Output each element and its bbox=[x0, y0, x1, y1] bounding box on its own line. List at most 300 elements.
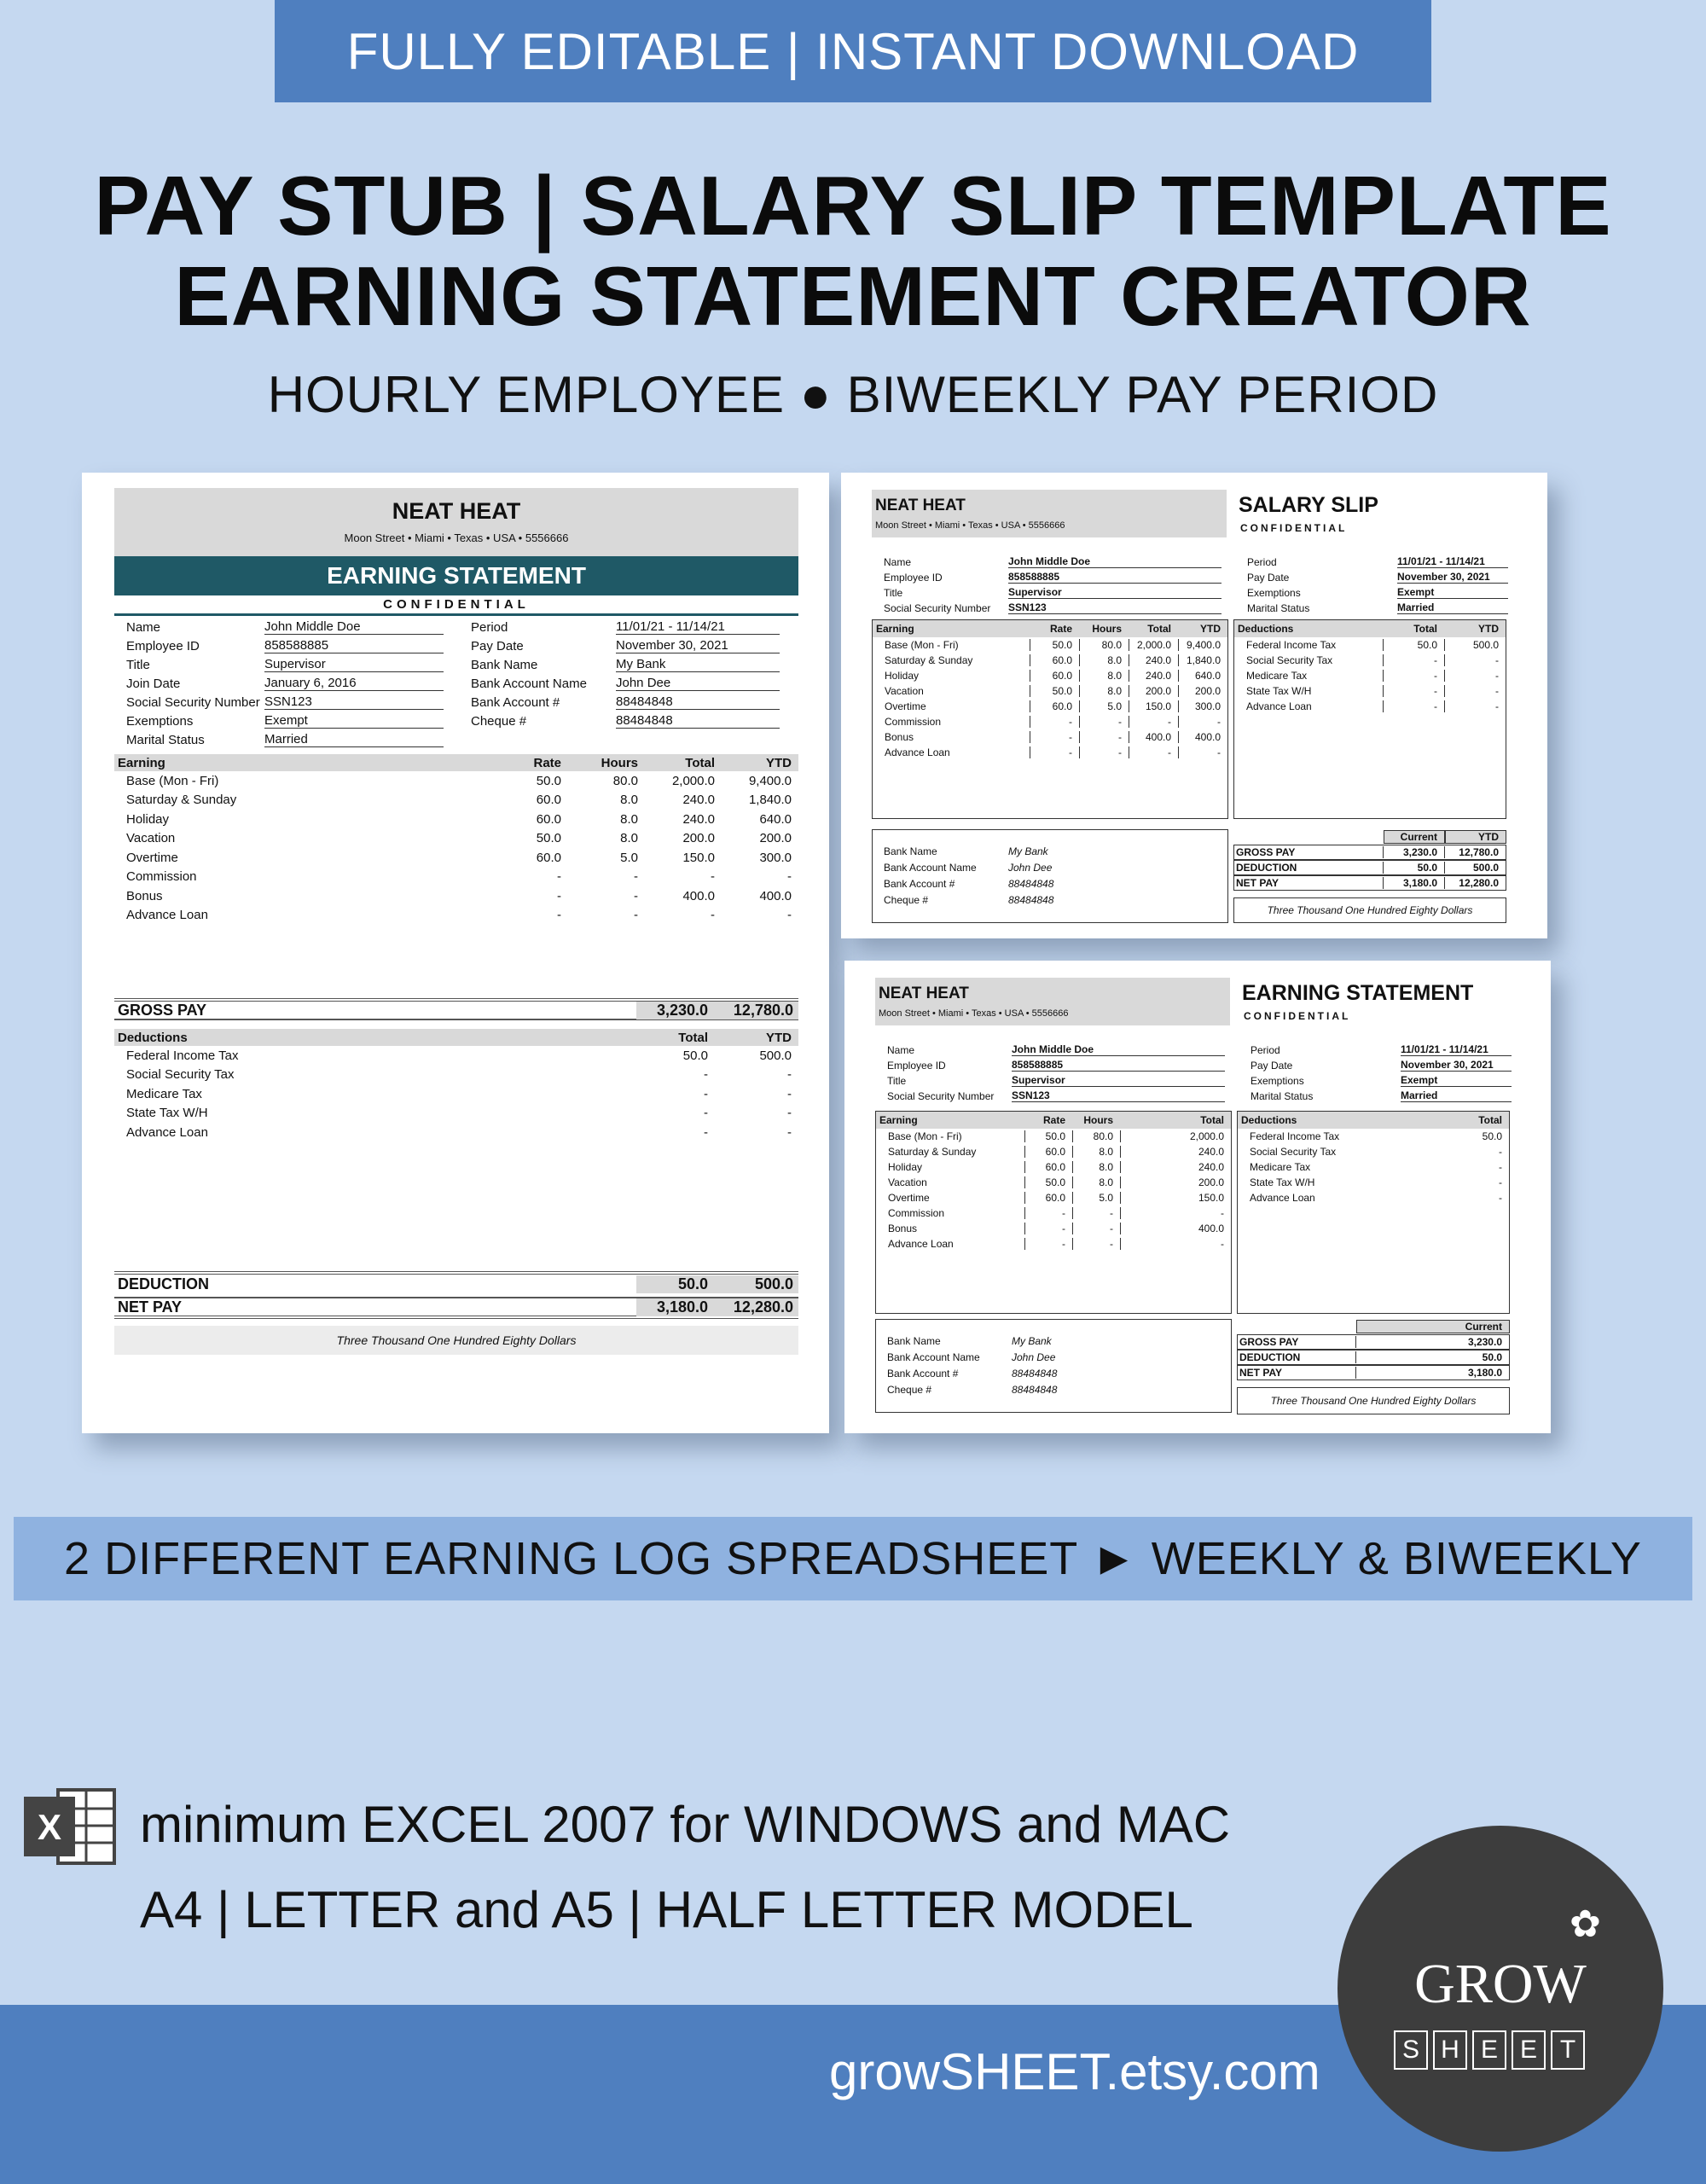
info-row bbox=[872, 874, 1179, 890]
gross-pay-row bbox=[114, 998, 798, 1020]
table-cell: 60.0 bbox=[1024, 1146, 1072, 1158]
info-label: Bank Account Name bbox=[884, 862, 977, 874]
table-cell: 200.0 bbox=[682, 831, 715, 846]
info-row bbox=[459, 653, 780, 672]
table-cell: - bbox=[1383, 670, 1444, 682]
info-row bbox=[872, 553, 1221, 568]
table-cell: 50.0 bbox=[536, 831, 561, 846]
table-cell: 8.0 bbox=[1079, 670, 1129, 682]
earnings-table bbox=[873, 620, 1227, 760]
info-row bbox=[114, 616, 444, 635]
table-row bbox=[873, 683, 1227, 699]
table-cell: 400.0 bbox=[1129, 731, 1178, 743]
table-cell: 8.0 bbox=[1072, 1161, 1120, 1173]
table-cell: Bonus bbox=[126, 888, 163, 903]
table-cell: - bbox=[1024, 1207, 1072, 1219]
table-cell: Advance Loan bbox=[126, 1124, 208, 1140]
info-row bbox=[459, 616, 780, 635]
info-label: Employee ID bbox=[126, 639, 200, 653]
info-label: Name bbox=[126, 620, 161, 635]
table-cell: 50.0 bbox=[1030, 639, 1079, 651]
info-row bbox=[459, 672, 780, 691]
table-cell: 300.0 bbox=[759, 850, 792, 865]
table-cell: - bbox=[1444, 670, 1506, 682]
info-value: Supervisor bbox=[1012, 1074, 1225, 1087]
summary-row bbox=[1233, 875, 1506, 891]
table-cell: 2,000.0 bbox=[1129, 639, 1178, 651]
info-row bbox=[875, 1072, 1225, 1087]
summary-cell: 50.0 bbox=[1355, 1351, 1509, 1363]
column-header: Earning bbox=[876, 623, 914, 635]
company-header bbox=[875, 978, 1230, 1025]
table-cell: 150.0 bbox=[1120, 1192, 1231, 1204]
table-cell: - bbox=[1383, 685, 1444, 697]
info-row bbox=[875, 1056, 1225, 1072]
summary-cell: 3,180.0 bbox=[1383, 877, 1444, 889]
table-cell: 60.0 bbox=[1030, 670, 1079, 682]
table-cell: 60.0 bbox=[536, 811, 561, 827]
info-value: November 30, 2021 bbox=[1397, 571, 1508, 584]
feature-strip-text: 2 DIFFERENT EARNING LOG SPREADSHEET ► WEEKLY & BIWEEKLY bbox=[64, 1533, 1642, 1584]
table-cell: 2,000.0 bbox=[671, 773, 715, 788]
info-value: Exempt bbox=[1401, 1074, 1512, 1087]
info-label: Pay Date bbox=[471, 639, 524, 653]
table-cell: 60.0 bbox=[536, 850, 561, 865]
company-address: Moon Street • Miami • Texas • USA • 5556666 bbox=[875, 520, 1065, 531]
table-cell: Federal Income Tax bbox=[126, 1048, 239, 1063]
info-row bbox=[872, 857, 1179, 874]
table-cell: - bbox=[1072, 1223, 1120, 1234]
table-cell: 400.0 bbox=[759, 888, 792, 903]
table-cell: 240.0 bbox=[1129, 670, 1178, 682]
subtitle: HOURLY EMPLOYEE ● BIWEEKLY PAY PERIOD bbox=[267, 366, 1439, 423]
logo-sheet-text bbox=[1394, 2030, 1585, 2070]
table-cell: - bbox=[704, 1086, 708, 1101]
info-value: Married bbox=[264, 732, 444, 747]
table-cell: State Tax W/H bbox=[126, 1106, 208, 1121]
table-cell: - bbox=[1030, 716, 1079, 728]
amount-in-words: Three Thousand One Hundred Eighty Dollars bbox=[1233, 897, 1506, 923]
info-label: Name bbox=[887, 1044, 915, 1056]
table-cell: 200.0 bbox=[759, 831, 792, 846]
info-label: Bank Name bbox=[471, 658, 538, 672]
info-row bbox=[1239, 1072, 1512, 1087]
table-cell: 240.0 bbox=[1129, 654, 1178, 666]
table-cell: Vacation bbox=[126, 831, 176, 846]
table-cell: Commission bbox=[126, 869, 197, 885]
table-cell: - bbox=[1024, 1238, 1072, 1250]
info-value: 88484848 bbox=[616, 713, 780, 729]
info-label: Social Security Number bbox=[887, 1090, 995, 1102]
feature-excel: minimum EXCEL 2007 for WINDOWS and MAC bbox=[140, 1796, 1231, 1853]
column-header: YTD bbox=[1445, 830, 1506, 844]
table-row bbox=[873, 637, 1227, 653]
gross-pay-total: 3,230.0 bbox=[636, 1002, 713, 1019]
table-cell: Bonus bbox=[888, 1223, 918, 1234]
column-header: Hours bbox=[1083, 1114, 1113, 1126]
info-label: Cheque # bbox=[887, 1384, 932, 1396]
deduction-row bbox=[114, 1271, 798, 1293]
table-cell: 240.0 bbox=[682, 793, 715, 808]
pay-info bbox=[1235, 553, 1508, 614]
table-cell: - bbox=[787, 1124, 792, 1140]
table-cell: - bbox=[634, 869, 638, 885]
pay-info bbox=[1239, 1041, 1512, 1102]
info-label: Bank Account Name bbox=[887, 1351, 980, 1363]
info-value: SSN123 bbox=[1012, 1089, 1225, 1102]
table-cell: Holiday bbox=[885, 670, 920, 682]
pay-info bbox=[459, 616, 780, 729]
table-cell: Federal Income Tax bbox=[1246, 639, 1337, 651]
table-row bbox=[1234, 637, 1506, 653]
table-cell: 1,840.0 bbox=[748, 793, 792, 808]
slip-title: SALARY SLIP bbox=[1239, 493, 1378, 517]
table-cell: - bbox=[1444, 685, 1506, 697]
table-cell: 9,400.0 bbox=[748, 773, 792, 788]
table-cell: 8.0 bbox=[1079, 654, 1129, 666]
net-pay-ytd: 12,280.0 bbox=[713, 1298, 798, 1316]
info-row bbox=[114, 672, 444, 691]
table-row bbox=[114, 829, 798, 849]
table-cell: 200.0 bbox=[1129, 685, 1178, 697]
table-cell: Social Security Tax bbox=[126, 1067, 235, 1083]
company-name: NEAT HEAT bbox=[392, 498, 521, 524]
deduction-total: 50.0 bbox=[636, 1275, 713, 1293]
info-row bbox=[1239, 1056, 1512, 1072]
table-row bbox=[114, 1084, 798, 1104]
info-value: 88484848 bbox=[1012, 1384, 1058, 1396]
table-cell: - bbox=[711, 869, 715, 885]
table-row bbox=[1238, 1175, 1509, 1190]
info-label: Bank Account # bbox=[884, 878, 955, 890]
info-label: Bank Account # bbox=[471, 695, 560, 710]
excel-icon bbox=[24, 1786, 116, 1867]
table-cell: 300.0 bbox=[1178, 700, 1227, 712]
info-label: Employee ID bbox=[884, 572, 943, 584]
table-cell: 200.0 bbox=[1178, 685, 1227, 697]
table-header bbox=[1234, 620, 1506, 637]
table-row bbox=[876, 1159, 1231, 1175]
table-row bbox=[114, 886, 798, 906]
info-row bbox=[114, 729, 444, 747]
info-label: Title bbox=[126, 658, 150, 672]
feature-formats: A4 | LETTER and A5 | HALF LETTER MODEL bbox=[140, 1881, 1193, 1938]
table-cell: Commission bbox=[885, 716, 942, 728]
table-cell: - bbox=[1499, 1192, 1502, 1204]
table-cell: - bbox=[1178, 716, 1227, 728]
table-cell: 500.0 bbox=[759, 1048, 792, 1063]
table-row bbox=[1234, 668, 1506, 683]
confidential-label: CONFIDENTIAL bbox=[1244, 1010, 1351, 1022]
table-row bbox=[876, 1129, 1231, 1144]
table-cell: 240.0 bbox=[1120, 1161, 1231, 1173]
column-header: Total bbox=[1200, 1114, 1224, 1126]
table-cell: - bbox=[557, 908, 561, 923]
table-row bbox=[114, 868, 798, 887]
table-cell: - bbox=[1444, 654, 1506, 666]
table-header bbox=[114, 754, 798, 771]
info-row bbox=[872, 584, 1221, 599]
summary-table bbox=[1233, 829, 1506, 891]
net-pay-label: NET PAY bbox=[118, 1298, 183, 1316]
table-cell: 240.0 bbox=[1120, 1146, 1231, 1158]
table-cell: - bbox=[787, 1106, 792, 1121]
table-cell: - bbox=[557, 869, 561, 885]
info-row bbox=[1239, 1087, 1512, 1102]
table-cell: 60.0 bbox=[1024, 1192, 1072, 1204]
table-header bbox=[1238, 1112, 1509, 1129]
table-row bbox=[1234, 699, 1506, 714]
table-cell: - bbox=[704, 1124, 708, 1140]
table-cell: - bbox=[704, 1106, 708, 1121]
info-label: Period bbox=[471, 620, 508, 635]
table-row bbox=[876, 1144, 1231, 1159]
table-cell: - bbox=[1072, 1238, 1120, 1250]
info-label: Marital Status bbox=[1247, 602, 1310, 614]
table-row bbox=[1238, 1129, 1509, 1144]
summary-row bbox=[1237, 1334, 1510, 1350]
info-label: Exemptions bbox=[1247, 587, 1301, 599]
table-cell: 5.0 bbox=[1079, 700, 1129, 712]
table-cell: 200.0 bbox=[1120, 1176, 1231, 1188]
table-row bbox=[873, 653, 1227, 668]
table-cell: Holiday bbox=[126, 811, 170, 827]
table-cell: State Tax W/H bbox=[1246, 685, 1312, 697]
info-label: Title bbox=[884, 587, 903, 599]
table-cell: 8.0 bbox=[620, 811, 638, 827]
table-row bbox=[876, 1205, 1231, 1221]
top-banner bbox=[275, 0, 1431, 102]
column-header: Total bbox=[678, 1030, 708, 1045]
info-value: January 6, 2016 bbox=[264, 676, 444, 691]
info-row bbox=[875, 1331, 1182, 1347]
summary-row bbox=[1233, 845, 1506, 860]
table-row bbox=[1234, 683, 1506, 699]
table-row bbox=[1238, 1159, 1509, 1175]
column-header: Current bbox=[1356, 1320, 1510, 1333]
summary-cell: 3,230.0 bbox=[1383, 846, 1444, 858]
table-cell: 400.0 bbox=[1120, 1223, 1231, 1234]
info-label: Social Security Number bbox=[126, 695, 260, 710]
info-row bbox=[1235, 584, 1508, 599]
info-label: Name bbox=[884, 556, 912, 568]
info-row bbox=[872, 890, 1179, 906]
info-row bbox=[875, 1363, 1182, 1380]
info-value: 858588885 bbox=[1008, 571, 1221, 584]
column-header: Deductions bbox=[1238, 623, 1294, 635]
summary-cell: DEDUCTION bbox=[1236, 862, 1297, 874]
table-cell: 5.0 bbox=[620, 850, 638, 865]
info-value: SSN123 bbox=[264, 694, 444, 710]
table-cell: Vacation bbox=[888, 1176, 927, 1188]
column-header: Total bbox=[1147, 623, 1171, 635]
gross-pay-ytd: 12,780.0 bbox=[713, 1002, 798, 1019]
table-cell: Holiday bbox=[888, 1161, 923, 1173]
table-cell: 60.0 bbox=[1030, 654, 1079, 666]
info-row bbox=[1239, 1041, 1512, 1056]
table-cell: Overtime bbox=[888, 1192, 930, 1204]
info-row bbox=[875, 1380, 1182, 1396]
info-value: My Bank bbox=[1008, 845, 1048, 857]
flower-icon: ✿ bbox=[1570, 1903, 1601, 1945]
summary-cell: GROSS PAY bbox=[1239, 1336, 1299, 1348]
table-row bbox=[114, 791, 798, 810]
statement-title: EARNING STATEMENT bbox=[114, 556, 798, 595]
table-header bbox=[114, 1029, 798, 1046]
company-header bbox=[872, 490, 1227, 537]
info-row bbox=[459, 691, 780, 710]
table-cell: Bonus bbox=[885, 731, 914, 743]
table-cell: - bbox=[1120, 1238, 1231, 1250]
table-row bbox=[114, 848, 798, 868]
info-value: Married bbox=[1401, 1089, 1512, 1102]
logo-letter-box: T bbox=[1551, 2030, 1585, 2070]
table-row bbox=[876, 1175, 1231, 1190]
table-cell: 640.0 bbox=[759, 811, 792, 827]
info-row bbox=[114, 710, 444, 729]
company-address: Moon Street • Miami • Texas • USA • 5556666 bbox=[344, 531, 569, 544]
main-title-line1: PAY STUB | SALARY SLIP TEMPLATE bbox=[94, 159, 1612, 253]
table-cell: 8.0 bbox=[620, 831, 638, 846]
info-row bbox=[114, 653, 444, 672]
table-cell: Advance Loan bbox=[1246, 700, 1312, 712]
table-cell: Base (Mon - Fri) bbox=[885, 639, 959, 651]
table-cell: State Tax W/H bbox=[1250, 1176, 1315, 1188]
employee-info bbox=[114, 616, 444, 747]
table-cell: - bbox=[1444, 700, 1506, 712]
summary-header bbox=[1237, 1319, 1510, 1334]
shop-url[interactable]: growSHEET.etsy.com bbox=[829, 2043, 1320, 2100]
info-value: 858588885 bbox=[1012, 1059, 1225, 1072]
info-value: John Dee bbox=[1008, 862, 1053, 874]
info-label: Bank Account Name bbox=[471, 677, 587, 691]
table-cell: 640.0 bbox=[1178, 670, 1227, 682]
table-row bbox=[114, 906, 798, 926]
table-row bbox=[1238, 1190, 1509, 1205]
earnings-table bbox=[114, 754, 798, 925]
column-header: Hours bbox=[1092, 623, 1122, 635]
table-cell: 1,840.0 bbox=[1178, 654, 1227, 666]
table-cell: 50.0 bbox=[1030, 685, 1079, 697]
info-row bbox=[875, 1041, 1225, 1056]
table-cell: - bbox=[634, 888, 638, 903]
info-value: Exempt bbox=[264, 713, 444, 729]
table-row bbox=[876, 1236, 1231, 1252]
info-value: John Middle Doe bbox=[1012, 1043, 1225, 1056]
table-cell: 400.0 bbox=[1178, 731, 1227, 743]
table-cell: 50.0 bbox=[1024, 1130, 1072, 1142]
table-cell: - bbox=[1499, 1176, 1502, 1188]
table-cell: - bbox=[1030, 731, 1079, 743]
confidential-label: CONFIDENTIAL bbox=[1240, 522, 1348, 534]
table-cell: - bbox=[1178, 746, 1227, 758]
info-row bbox=[114, 691, 444, 710]
excel-icon-letter: X bbox=[37, 1807, 62, 1847]
table-row bbox=[114, 1066, 798, 1085]
table-cell: - bbox=[1079, 746, 1129, 758]
table-cell: Federal Income Tax bbox=[1250, 1130, 1340, 1142]
info-row bbox=[1235, 599, 1508, 614]
info-value: 11/01/21 - 11/14/21 bbox=[1397, 555, 1508, 568]
info-value: November 30, 2021 bbox=[616, 638, 780, 653]
table-cell: 80.0 bbox=[1072, 1130, 1120, 1142]
table-header bbox=[876, 1112, 1231, 1129]
company-name: NEAT HEAT bbox=[875, 497, 966, 514]
table-cell: 60.0 bbox=[1030, 700, 1079, 712]
summary-cell: 500.0 bbox=[1444, 862, 1506, 874]
info-value: John Middle Doe bbox=[264, 619, 444, 635]
gross-pay-label: GROSS PAY bbox=[118, 1001, 207, 1019]
info-label: Bank Name bbox=[887, 1335, 941, 1347]
info-label: Join Date bbox=[126, 677, 181, 691]
info-row bbox=[872, 841, 1179, 857]
table-cell: Advance Loan bbox=[888, 1238, 954, 1250]
company-header bbox=[114, 488, 798, 556]
summary-cell: 12,780.0 bbox=[1444, 846, 1506, 858]
summary-cell: 3,230.0 bbox=[1355, 1336, 1509, 1348]
table-cell: - bbox=[1129, 746, 1178, 758]
table-cell: Base (Mon - Fri) bbox=[126, 773, 219, 788]
table-cell: Saturday & Sunday bbox=[888, 1146, 977, 1158]
info-row bbox=[872, 568, 1221, 584]
table-cell: - bbox=[787, 1086, 792, 1101]
info-label: Bank Name bbox=[884, 845, 937, 857]
info-value: Supervisor bbox=[1008, 586, 1221, 599]
company-address: Moon Street • Miami • Texas • USA • 5556666 bbox=[879, 1008, 1069, 1019]
summary-header bbox=[1233, 829, 1506, 845]
table-cell: Social Security Tax bbox=[1250, 1146, 1337, 1158]
column-header: Total bbox=[1478, 1114, 1502, 1126]
table-cell: - bbox=[787, 1067, 792, 1083]
table-cell: 150.0 bbox=[1129, 700, 1178, 712]
info-value: 88484848 bbox=[1008, 878, 1054, 890]
table-cell: Vacation bbox=[885, 685, 924, 697]
table-cell: 150.0 bbox=[682, 850, 715, 865]
table-row bbox=[1234, 653, 1506, 668]
table-cell: 500.0 bbox=[1444, 639, 1506, 651]
table-row bbox=[873, 745, 1227, 760]
column-header: YTD bbox=[1478, 623, 1499, 635]
info-value: Supervisor bbox=[264, 657, 444, 672]
earning-statement-small-preview bbox=[844, 961, 1551, 1433]
info-value: John Middle Doe bbox=[1008, 555, 1221, 568]
summary-cell: 3,180.0 bbox=[1355, 1367, 1509, 1379]
table-cell: 8.0 bbox=[620, 793, 638, 808]
info-value: John Dee bbox=[1012, 1351, 1056, 1363]
table-row bbox=[114, 1104, 798, 1124]
table-row bbox=[873, 714, 1227, 729]
info-label: Cheque # bbox=[471, 714, 527, 729]
table-cell: Advance Loan bbox=[885, 746, 950, 758]
info-label: Title bbox=[887, 1075, 907, 1087]
table-cell: - bbox=[634, 908, 638, 923]
table-cell: - bbox=[711, 908, 715, 923]
table-cell: Saturday & Sunday bbox=[885, 654, 973, 666]
table-row bbox=[114, 1123, 798, 1142]
table-cell: 60.0 bbox=[536, 793, 561, 808]
employee-info bbox=[872, 553, 1221, 614]
table-row bbox=[873, 668, 1227, 683]
info-label: Cheque # bbox=[884, 894, 929, 906]
table-cell: - bbox=[557, 888, 561, 903]
column-header: Rate bbox=[1049, 623, 1072, 635]
info-value: 11/01/21 - 11/14/21 bbox=[616, 619, 780, 635]
table-cell: 8.0 bbox=[1072, 1146, 1120, 1158]
column-header: YTD bbox=[766, 755, 792, 770]
summary-row bbox=[1233, 860, 1506, 875]
table-cell: Saturday & Sunday bbox=[126, 793, 237, 808]
table-cell: - bbox=[1079, 716, 1129, 728]
